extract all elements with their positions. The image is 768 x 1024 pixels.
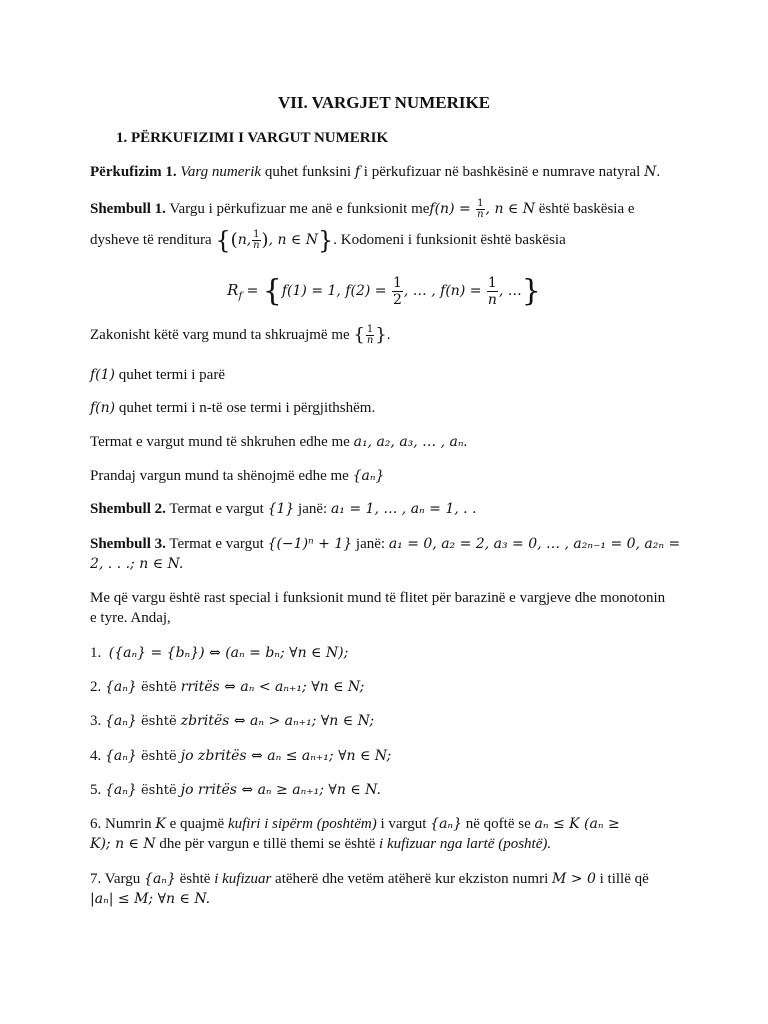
paragraph-bound-line-1: 6. Numrin K e quajmë kufiri i sipërm (poshtëm) i vargut {aₙ} në qoftë se aₙ ≤ K (aₙ ≥ [90, 816, 620, 832]
paragraph-notation-an: Prandaj vargun mund ta shënojmë edhe me {aₙ} [90, 468, 385, 484]
paragraph-notation: Zakonisht këtë varg mund ta shkruajmë me { $\frac{1}{n}$ }. [90, 324, 391, 347]
paragraph-first-term: f(1) quhet termi i parë [90, 367, 225, 383]
list-item: 4. {aₙ} është jo zbritës ⇔ aₙ ≤ aₙ₊₁; ∀n ∈ N; [90, 748, 392, 764]
example-3-line-1: Shembull 3. Termat e vargut {(−1)ⁿ + 1} janë: a₁ = 0, a₂ = 2, a₃ = 0, … , a₂ₙ₋₁ = 0, a₂ₙ = [90, 536, 681, 552]
fraction-1-over-n: $\frac{1}{n}$ [487, 275, 497, 309]
paragraph-terms: Termat e vargut mund të shkruhen edhe me a₁, a₂, a₃, … , aₙ. [90, 434, 468, 450]
example-1-line-1: Shembull 1. Vargu i përkufizuar me anë e funksionit mef(n) = $\frac{1}{n}$ , n ∈ N është baskësia e [90, 198, 635, 221]
example-3-line-2: 2, . . .; n ∈ N. [90, 556, 184, 572]
list-item: 1. ({aₙ} = {bₙ}) ⇔ (aₙ = bₙ; ∀n ∈ N); [90, 645, 349, 661]
paragraph-equality-line-1: Me që vargu është rast special i funksionit mund të flitet për barazinë e vargjeve dhe monotonin [90, 590, 666, 606]
list-item: 5. {aₙ} është jo rritës ⇔ aₙ ≥ aₙ₊₁; ∀n ∈ N. [90, 782, 381, 798]
example-2: Shembull 2. Termat e vargut {1} janë: a₁ = 1, … , aₙ = 1, . . [90, 501, 477, 517]
paragraph-bound-line-2: K); n ∈ N dhe për vargun e tillë themi se është i kufizuar nga lartë (poshtë). [90, 836, 552, 852]
paragraph-general-term: f(n) quhet termi i n-të ose termi i përgjithshëm. [90, 400, 376, 416]
paragraph-equality-line-2: e tyre. Andaj, [90, 610, 171, 626]
chapter-title: VII. VARGJET NUMERIKE [277, 93, 491, 112]
list-item: 3. {aₙ} është zbritës ⇔ aₙ > aₙ₊₁; ∀n ∈ N; [90, 713, 375, 729]
list-item: 2. {aₙ} është rritës ⇔ aₙ < aₙ₊₁; ∀n ∈ N; [90, 679, 365, 695]
codomain-formula: $R_f = \{f(1) = 1$, f(2) = $\frac{1}{2}$ , … , f(n) = $\frac{1}{n}$ , …} [227, 273, 541, 309]
definition-label: Përkufizim 1. [90, 164, 177, 180]
example-label: Shembull 1. [90, 201, 166, 217]
example-1-line-2: dysheve të renditura {(n, $\frac{1}{n}$ ), n ∈ N}. Kodomeni i funksionit është baskësia [90, 226, 566, 255]
paragraph-bounded-line-2: |aₙ| ≤ M; ∀n ∈ N. [90, 891, 211, 907]
definition-1: Përkufizim 1. Varg numerik quhet funksini f i përkufizuar në bashkësinë e numrave natyral N. [90, 164, 661, 180]
fraction-1-over-n: $\frac{1}{n}$ [253, 229, 260, 252]
fraction-1-over-2: $\frac{1}{2}$ [392, 275, 402, 309]
paragraph-bounded-line-1: 7. Vargu {aₙ} është i kufizuar atëherë dhe vetëm atëherë kur ekziston numri M > 0 i tillë që [90, 871, 649, 887]
section-heading: 1. PËRKUFIZIMI I VARGUT NUMERIK [116, 130, 389, 146]
definition-term: Varg numerik [180, 164, 262, 180]
fraction-1-over-n: $\frac{1}{n}$ [477, 198, 484, 221]
